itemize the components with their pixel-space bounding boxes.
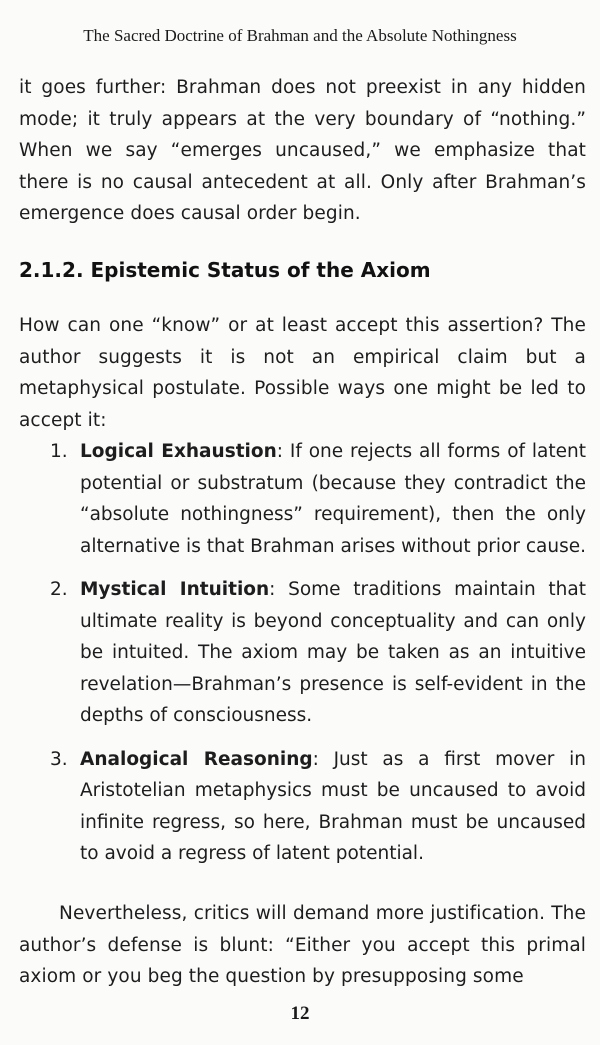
section-heading: 2.1.2. Epistemic Status of the Axiom [19, 258, 431, 282]
running-header: The Sacred Doctrine of Brahman and the Absolute Nothingness [83, 26, 517, 45]
list-item-text: : If one rejects all forms of latent potential or substratum (because they contradict the “absolute nothingness” requirement), then the only alternative is that Brahman arises without prior cause. [80, 441, 586, 557]
continuation-paragraph: it goes further: Brahman does not preexist in any hidden mode; it truly appears at the very boundary of “nothing.” When we say “emerges uncaused,” we emphasize that there is no causal antecedent at all. Only after Brahman’s emergence does causal order begin. [19, 77, 586, 224]
page-number: 12 [290, 1003, 310, 1024]
list-item-number: 1. [50, 441, 68, 462]
list-item-text: : Just as a first mover in Aristotelian metaphysics must be uncaused to avoid infinite regress, so here, Brahman must be uncaused to avoid a regress of latent potential. [80, 748, 586, 864]
numbered-list [50, 436, 586, 882]
intro-paragraph: How can one “know” or at least accept this assertion? The author suggests it is not an empirical claim but a metaphysical postulate. Possible ways one might be led to accept it: [19, 315, 586, 431]
list-item-term: Analogical Reasoning [80, 748, 313, 770]
list-item-term: Logical Exhaustion [80, 441, 277, 462]
list-item-text: : Some traditions maintain that ultimate reality is beyond conceptuality and can only be intuited. The axiom may be taken as an intuitive revelation—Brahman’s presence is self-evident in the depths of consciousness. [80, 579, 586, 726]
list-item [50, 574, 586, 732]
closing-paragraph: Nevertheless, critics will demand more justification. The author’s defense is blunt: “Either you accept this primal axiom or you beg the question by presupposing some [19, 903, 586, 987]
list-item-number: 2. [50, 579, 68, 600]
list-item [50, 744, 586, 870]
list-item-number: 3. [50, 748, 68, 770]
list-item [50, 436, 586, 562]
list-item-term: Mystical Intuition [80, 579, 270, 600]
